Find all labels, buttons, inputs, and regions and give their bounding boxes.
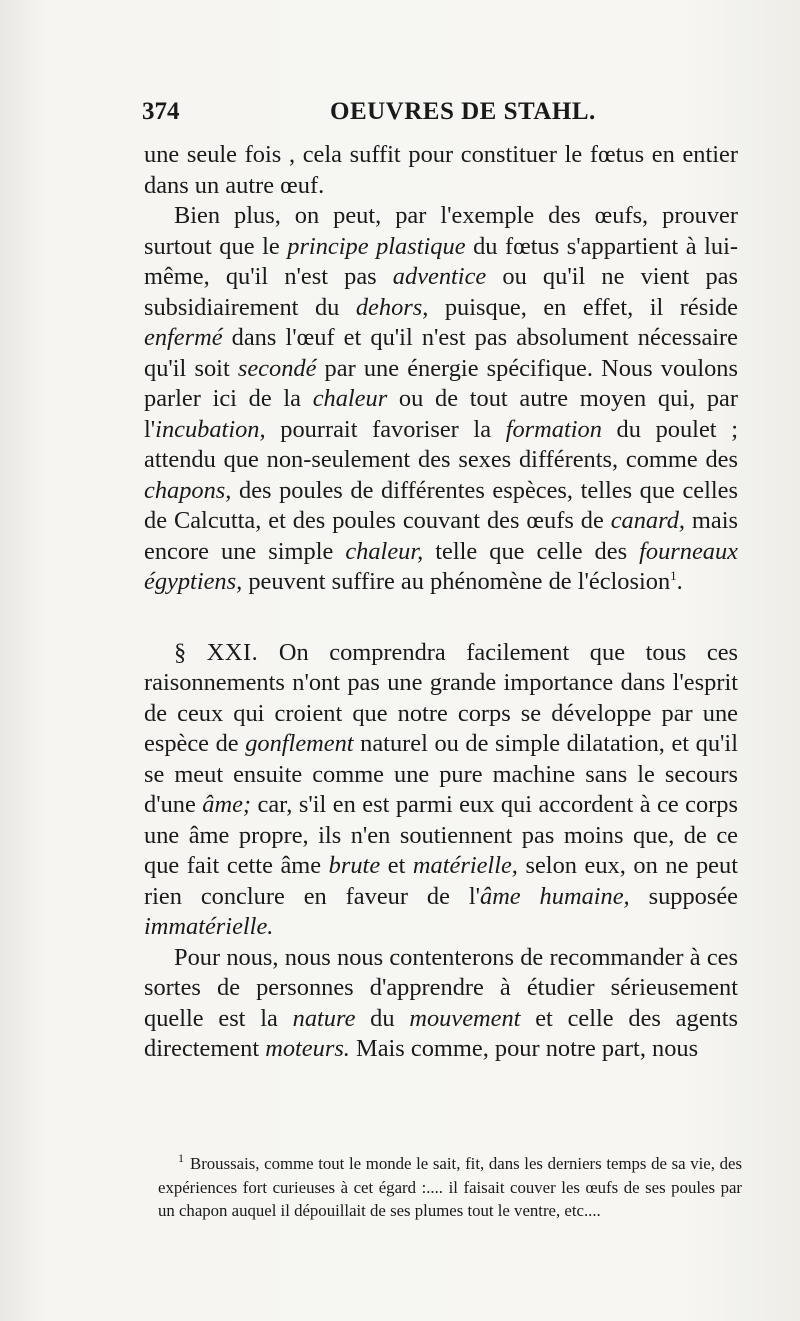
emphasis: moteurs. xyxy=(265,1035,350,1062)
paragraph-1: une seule fois , cela suffit pour constituer le fœtus en entier dans un autre œuf. xyxy=(144,141,738,199)
emphasis: adventice xyxy=(392,263,487,290)
footnote xyxy=(158,1152,742,1223)
body-text xyxy=(144,140,738,1065)
emphasis: chaleur, xyxy=(345,537,424,565)
paragraph-3-section-xxi: § XXI. On comprendra facilement que tous ces raisonnements n'ont pas une grande importance dans l'esprit de ceux qui croient que notre corps se développe par une espèce de gonflement naturel ou de simple dilatation, et qu'il se meut ensuite comme une pure machine sans le secours d'une âme; car, s'il en est parmi eux qui accordent à ce corps une âme propre, ils n'en soutiennent pas moins que, de ce que fait cette âme brute et matérielle, selon eux, on ne peut rien conclure en faveur de l'âme humaine, supposée immatérielle. xyxy=(144,638,739,940)
emphasis: brute xyxy=(328,852,381,879)
page-header xyxy=(142,98,742,132)
footnote-mark: 1 xyxy=(178,1151,184,1166)
emphasis: immatérielle. xyxy=(144,913,274,940)
emphasis: secondé xyxy=(237,354,317,382)
footnote-text-block xyxy=(158,1152,742,1223)
emphasis: chaleur xyxy=(312,385,388,412)
emphasis: âme humaine, xyxy=(480,882,630,910)
running-title: OEUVRES DE STAHL. xyxy=(330,98,596,125)
emphasis: formation xyxy=(505,415,602,443)
emphasis: enfermé xyxy=(144,324,223,351)
emphasis: fourneaux égyptiens, xyxy=(144,537,738,595)
section-symbol: § xyxy=(174,638,207,666)
emphasis: dehors, xyxy=(355,293,429,321)
emphasis: canard, xyxy=(610,507,685,534)
footnote-text: Broussais, comme tout le monde le sait, fit, dans les derniers temps de sa vie, des expériences fort curieuses à cet égard :.... il faisait couver les œufs de ses poules par un chapon auquel il dépouillait de ses plumes tout le ventre, etc.... xyxy=(158,1154,742,1220)
emphasis: chapons, xyxy=(144,476,232,504)
page-number: 374 xyxy=(142,98,180,125)
emphasis: nature xyxy=(292,1004,356,1032)
emphasis: gonflement xyxy=(245,730,354,757)
emphasis: mouvement xyxy=(409,1004,521,1032)
emphasis: incubation, xyxy=(155,415,266,443)
paragraph-2: Bien plus, on peut, par l'exemple des œufs, prouver surtout que le principe plastique du fœtus s'appartient à lui-même, qu'il n'est pas adventice ou qu'il ne vient pas subsidiairement du dehors, puisque, en effet, il réside enfermé dans l'œuf et qu'il n'est pas absolument nécessaire qu'il soit secondé par une énergie spécifique. Nous voulons parler ici de la chaleur ou de tout autre moyen qui, par l'incubation, pourrait favoriser la formation du poulet ; attendu que non-seulement des sexes différents, comme des chapons, des poules de différentes espèces, telles que celles de Calcutta, et des poules couvant des œufs de canard, mais encore une simple chaleur, telle que celle des fourneaux égyptiens, peuvent suffire au phénomène de l'éclosion$^1$. xyxy=(144,202,739,595)
paragraph-4: Pour nous, nous nous contenterons de recommander à ces sortes de personnes d'apprendre à étudier sérieusement quelle est la nature du mouvement et celle des agents directement moteurs. Mais comme, pour notre part, nous xyxy=(144,943,738,1062)
section-number: XXI. xyxy=(206,638,259,666)
emphasis: matérielle, xyxy=(412,852,518,879)
footnote-reference[interactable]: 1 xyxy=(670,567,677,583)
emphasis: principe plastique xyxy=(287,232,466,260)
emphasis: âme; xyxy=(202,791,252,818)
